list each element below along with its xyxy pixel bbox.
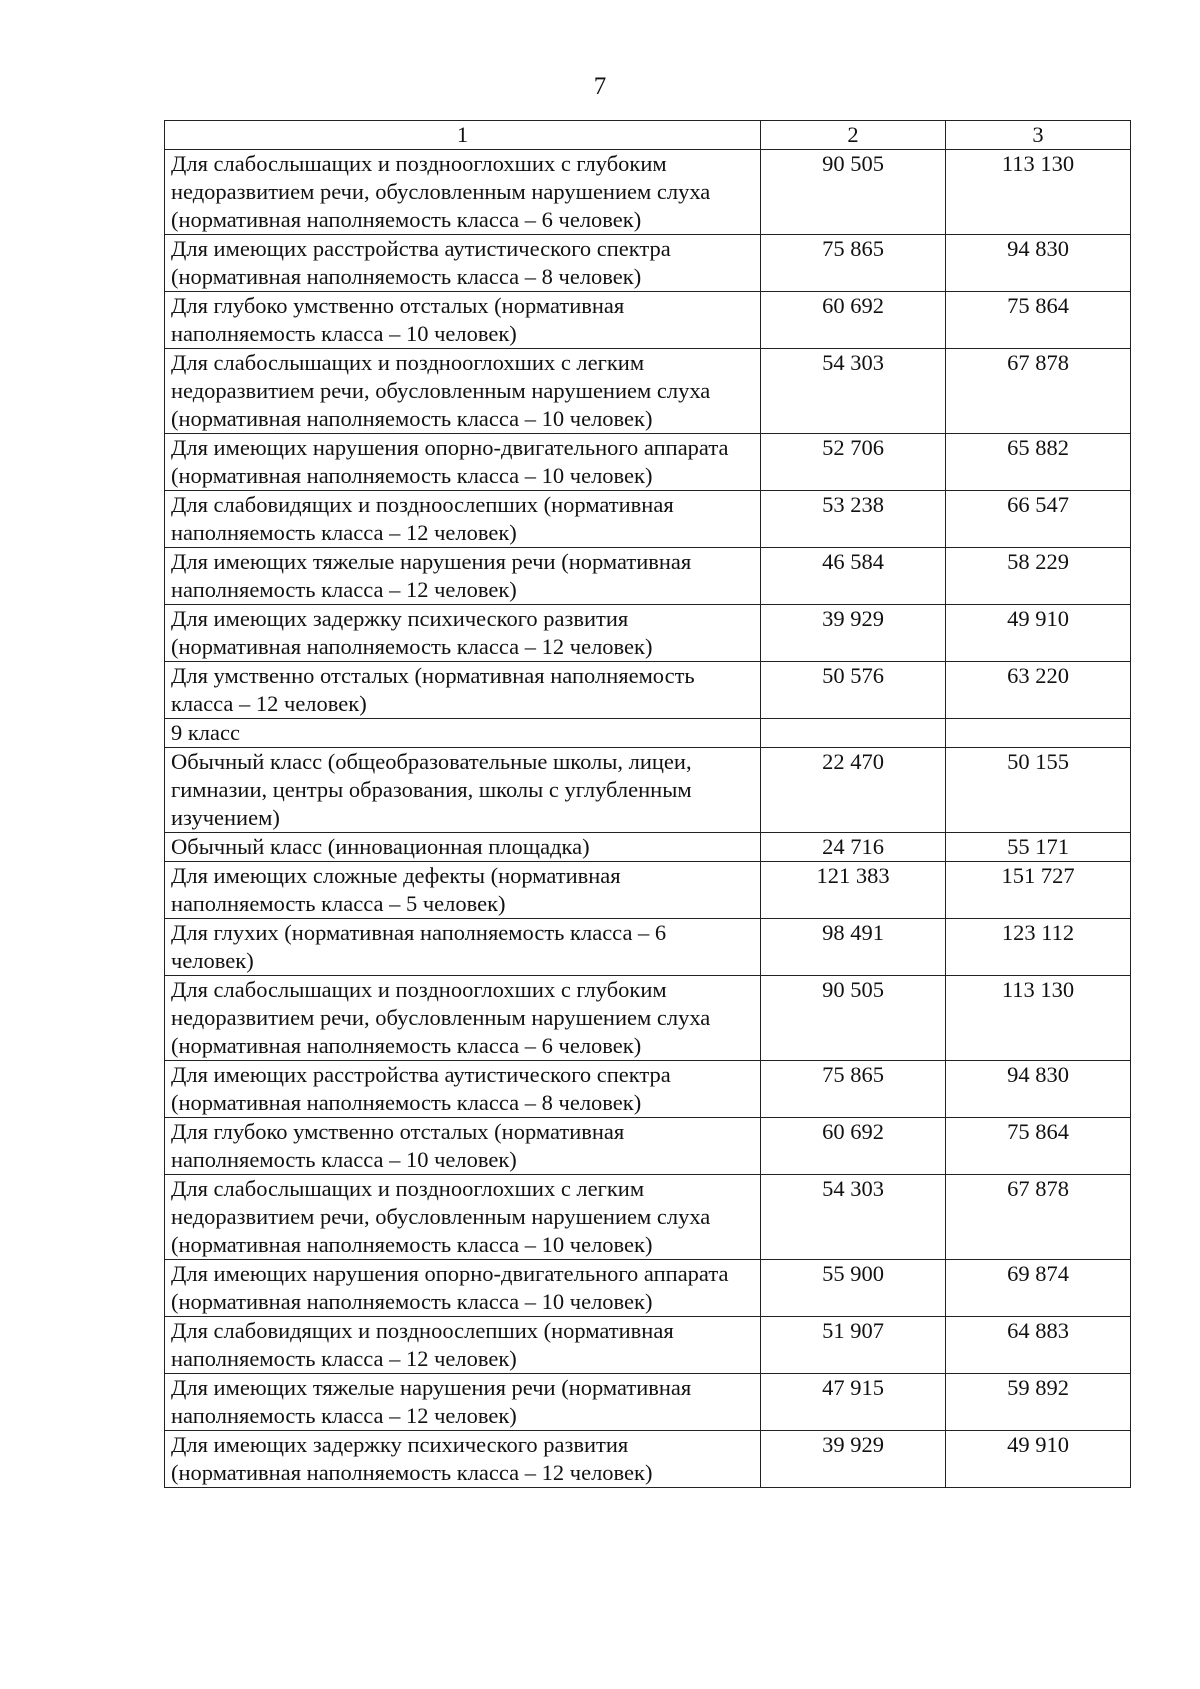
row-value-col3: 67 878 bbox=[946, 349, 1131, 434]
row-value-col3: 49 910 bbox=[946, 605, 1131, 662]
row-value-col3: 58 229 bbox=[946, 548, 1131, 605]
row-value-col3: 50 155 bbox=[946, 748, 1131, 833]
row-description: Обычный класс (инновационная площадка) bbox=[165, 833, 761, 862]
table-row bbox=[165, 1374, 1131, 1431]
row-value-col3: 65 882 bbox=[946, 434, 1131, 491]
table-row bbox=[165, 1175, 1131, 1260]
table-row bbox=[165, 976, 1131, 1061]
row-description: Для имеющих задержку психического развития (нормативная наполняемость класса – 12 человек) bbox=[165, 605, 761, 662]
row-description: Для имеющих нарушения опорно-двигательного аппарата (нормативная наполняемость класса – 10 человек) bbox=[165, 1260, 761, 1317]
row-value-col3: 75 864 bbox=[946, 1118, 1131, 1175]
row-description: Для умственно отсталых (нормативная наполняемость класса – 12 человек) bbox=[165, 662, 761, 719]
table-row bbox=[165, 919, 1131, 976]
row-value-col2: 54 303 bbox=[761, 1175, 946, 1260]
row-value-col3: 63 220 bbox=[946, 662, 1131, 719]
row-value-col2: 22 470 bbox=[761, 748, 946, 833]
row-value-col2: 75 865 bbox=[761, 1061, 946, 1118]
row-value-col2: 24 716 bbox=[761, 833, 946, 862]
row-description: Для имеющих тяжелые нарушения речи (нормативная наполняемость класса – 12 человек) bbox=[165, 1374, 761, 1431]
row-description: Для имеющих нарушения опорно-двигательного аппарата (нормативная наполняемость класса – 10 человек) bbox=[165, 434, 761, 491]
row-description: Для слабовидящих и поздноослепших (нормативная наполняемость класса – 12 человек) bbox=[165, 1317, 761, 1374]
row-value-col2: 50 576 bbox=[761, 662, 946, 719]
row-description: Для слабослышащих и позднооглохших с легким недоразвитием речи, обусловленным нарушением слуха (нормативная наполняемость класса – 10 человек) bbox=[165, 349, 761, 434]
row-value-col2: 54 303 bbox=[761, 349, 946, 434]
row-value-col3: 67 878 bbox=[946, 1175, 1131, 1260]
table-header-row bbox=[165, 121, 1131, 150]
row-description: Для слабослышащих и позднооглохших с глубоким недоразвитием речи, обусловленным нарушением слуха (нормативная наполняемость класса – 6 человек) bbox=[165, 976, 761, 1061]
column-header-1: 1 bbox=[165, 121, 761, 150]
table-row bbox=[165, 349, 1131, 434]
row-value-col2: 47 915 bbox=[761, 1374, 946, 1431]
row-value-col3: 123 112 bbox=[946, 919, 1131, 976]
row-description: Для имеющих сложные дефекты (нормативная наполняемость класса – 5 человек) bbox=[165, 862, 761, 919]
row-description: Для глубоко умственно отсталых (нормативная наполняемость класса – 10 человек) bbox=[165, 1118, 761, 1175]
table-row bbox=[165, 1061, 1131, 1118]
row-description: Для глухих (нормативная наполняемость класса – 6 человек) bbox=[165, 919, 761, 976]
table-row bbox=[165, 1317, 1131, 1374]
row-value-col3: 94 830 bbox=[946, 1061, 1131, 1118]
row-value-col2: 39 929 bbox=[761, 1431, 946, 1488]
row-value-col2: 46 584 bbox=[761, 548, 946, 605]
table-row bbox=[165, 833, 1131, 862]
data-table bbox=[164, 120, 1131, 1488]
table-row bbox=[165, 1118, 1131, 1175]
row-value-col2: 90 505 bbox=[761, 150, 946, 235]
table-row bbox=[165, 548, 1131, 605]
row-value-col3: 64 883 bbox=[946, 1317, 1131, 1374]
row-value-col2: 98 491 bbox=[761, 919, 946, 976]
row-value-col2: 39 929 bbox=[761, 605, 946, 662]
column-header-3: 3 bbox=[946, 121, 1131, 150]
row-value-col2: 52 706 bbox=[761, 434, 946, 491]
row-description: Для слабослышащих и позднооглохших с глубоким недоразвитием речи, обусловленным нарушением слуха (нормативная наполняемость класса – 6 человек) bbox=[165, 150, 761, 235]
row-description: Для имеющих тяжелые нарушения речи (нормативная наполняемость класса – 12 человек) bbox=[165, 548, 761, 605]
row-description: Для глубоко умственно отсталых (нормативная наполняемость класса – 10 человек) bbox=[165, 292, 761, 349]
table-body bbox=[165, 150, 1131, 1488]
row-description: 9 класс bbox=[165, 719, 761, 748]
table-row bbox=[165, 662, 1131, 719]
row-description: Для имеющих расстройства аутистического спектра (нормативная наполняемость класса – 8 человек) bbox=[165, 235, 761, 292]
column-header-2: 2 bbox=[761, 121, 946, 150]
row-value-col2: 53 238 bbox=[761, 491, 946, 548]
row-value-col2: 51 907 bbox=[761, 1317, 946, 1374]
table-row bbox=[165, 434, 1131, 491]
row-value-col3: 66 547 bbox=[946, 491, 1131, 548]
row-value-col3: 113 130 bbox=[946, 150, 1131, 235]
row-value-col3: 55 171 bbox=[946, 833, 1131, 862]
table-row bbox=[165, 719, 1131, 748]
row-value-col2: 60 692 bbox=[761, 1118, 946, 1175]
row-value-col3: 49 910 bbox=[946, 1431, 1131, 1488]
row-value-col3: 69 874 bbox=[946, 1260, 1131, 1317]
table-row bbox=[165, 1431, 1131, 1488]
page-number: 7 bbox=[593, 73, 607, 100]
row-value-col2: 75 865 bbox=[761, 235, 946, 292]
table-row bbox=[165, 491, 1131, 548]
row-description: Для имеющих расстройства аутистического спектра (нормативная наполняемость класса – 8 человек) bbox=[165, 1061, 761, 1118]
row-value-col2: 55 900 bbox=[761, 1260, 946, 1317]
table-row bbox=[165, 235, 1131, 292]
row-value-col2: 60 692 bbox=[761, 292, 946, 349]
row-value-col2: 121 383 bbox=[761, 862, 946, 919]
table-row bbox=[165, 605, 1131, 662]
row-value-col3: 75 864 bbox=[946, 292, 1131, 349]
row-description: Для слабослышащих и позднооглохших с легким недоразвитием речи, обусловленным нарушением слуха (нормативная наполняемость класса – 10 человек) bbox=[165, 1175, 761, 1260]
row-description: Для имеющих задержку психического развития (нормативная наполняемость класса – 12 человек) bbox=[165, 1431, 761, 1488]
row-description: Обычный класс (общеобразовательные школы, лицеи, гимназии, центры образования, школы с углубленным изучением) bbox=[165, 748, 761, 833]
row-value-col2 bbox=[761, 719, 946, 748]
row-value-col3: 94 830 bbox=[946, 235, 1131, 292]
row-description: Для слабовидящих и поздноослепших (нормативная наполняемость класса – 12 человек) bbox=[165, 491, 761, 548]
row-value-col3: 59 892 bbox=[946, 1374, 1131, 1431]
table-row bbox=[165, 1260, 1131, 1317]
table-row bbox=[165, 150, 1131, 235]
row-value-col3: 151 727 bbox=[946, 862, 1131, 919]
table-row bbox=[165, 292, 1131, 349]
table-row bbox=[165, 862, 1131, 919]
row-value-col3 bbox=[946, 719, 1131, 748]
table-row bbox=[165, 748, 1131, 833]
row-value-col3: 113 130 bbox=[946, 976, 1131, 1061]
row-value-col2: 90 505 bbox=[761, 976, 946, 1061]
